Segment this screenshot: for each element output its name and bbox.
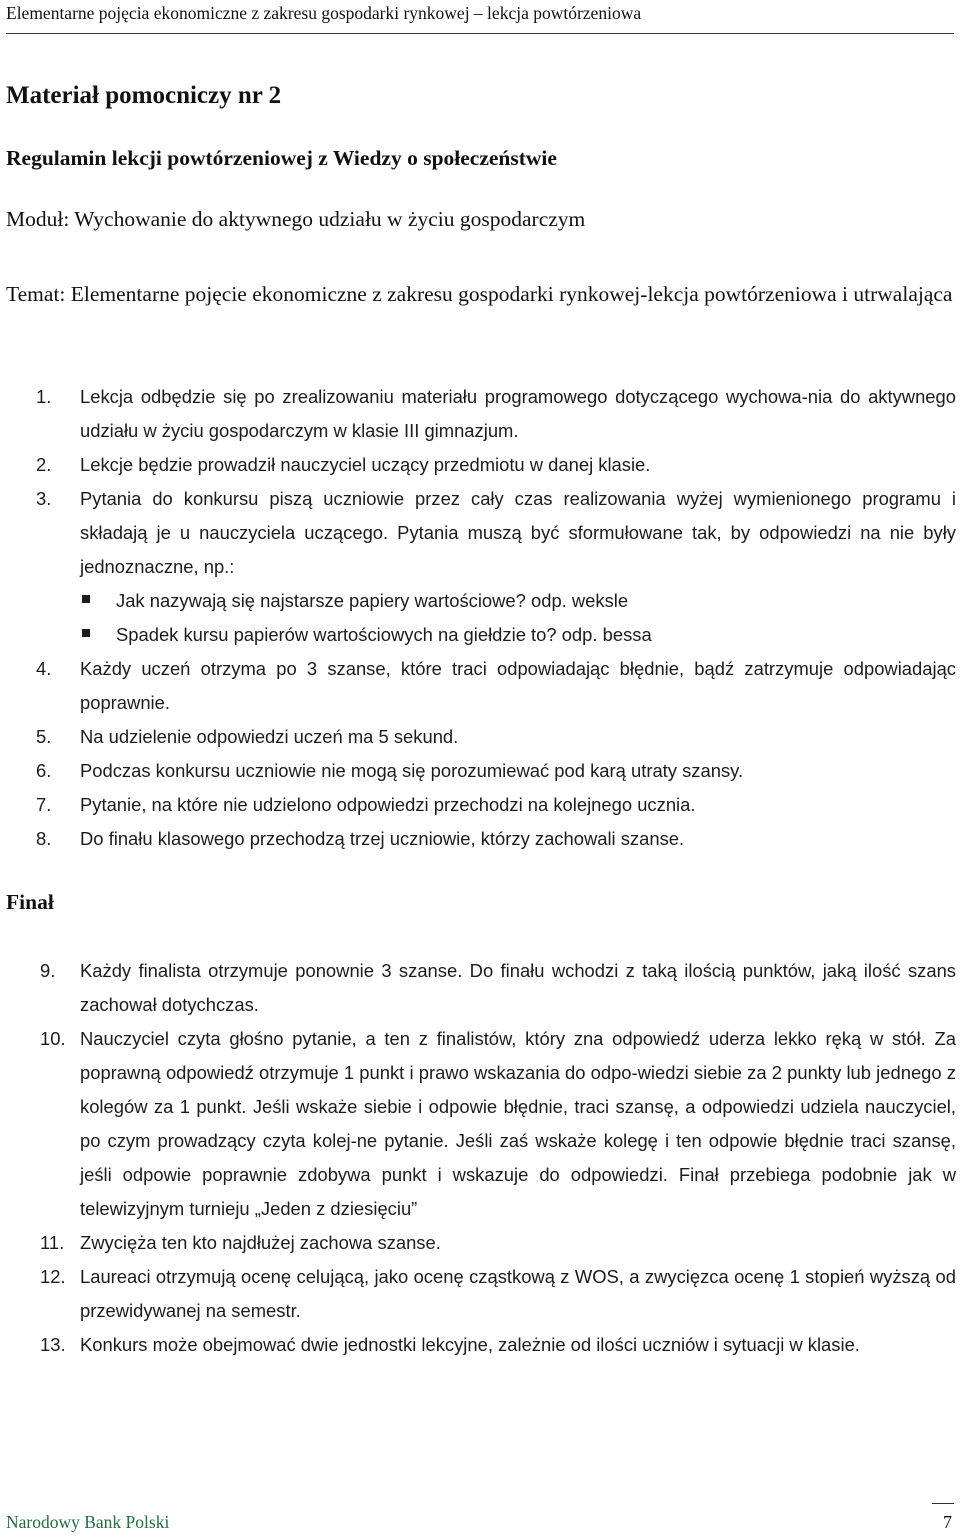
rule-item xyxy=(6,754,956,788)
document-subtitle: Regulamin lekcji powtórzeniowej z Wiedzy o społeczeństwie xyxy=(6,146,557,170)
rule-item xyxy=(6,1328,956,1362)
rule-text: Pytanie, na które nie udzielono odpowiedzi przechodzi na kolejnego ucznia. xyxy=(80,794,696,815)
rule-number: 7. xyxy=(36,794,52,815)
rule-text: Na udzielenie odpowiedzi uczeń ma 5 sekund. xyxy=(80,726,459,747)
rule-item xyxy=(6,720,956,754)
rule-item xyxy=(6,1022,956,1226)
running-header xyxy=(6,0,954,34)
example-question-text: Jak nazywają się najstarsze papiery wartościowe? odp. weksle xyxy=(116,590,629,611)
rule-item xyxy=(6,1260,956,1328)
example-question xyxy=(80,618,956,652)
footer-publisher: Narodowy Bank Polski xyxy=(6,1512,170,1532)
rule-text: Pytania do konkursu piszą uczniowie przez cały czas realizowania wyżej wymienionego programu i składają je u nauczyciela uczącego. Pytania muszą być sformułowane tak, by odpowiedzi na nie były jednoznaczne, np.: xyxy=(80,488,956,577)
square-bullet-icon xyxy=(80,584,116,618)
rule-text: Laureaci otrzymują ocenę celującą, jako ocenę cząstkową z WOS, a zwycięzca ocenę 1 stopień wyższą od przewidywanej na semestr. xyxy=(80,1266,956,1321)
rule-number: 11. xyxy=(40,1232,65,1253)
module-line: Moduł: Wychowanie do aktywnego udziału w życiu gospodarczym xyxy=(6,207,586,231)
topic-line: Temat: Elementarne pojęcie ekonomiczne z zakresu gospodarki rynkowej-lekcja powtórzeniowa i utrwalająca xyxy=(6,282,953,306)
rule-number: 5. xyxy=(36,726,52,747)
rule-text: Lekcje będzie prowadził nauczyciel uczący przedmiotu w danej klasie. xyxy=(80,454,651,475)
rule-number: 6. xyxy=(36,760,52,781)
rules-list-part1 xyxy=(6,380,956,856)
example-question-text: Spadek kursu papierów wartościowych na giełdzie to? odp. bessa xyxy=(116,624,652,645)
example-questions-list xyxy=(80,584,956,652)
rule-text: Nauczyciel czyta głośno pytanie, a ten z finalistów, który zna odpowiedź uderza lekko ręką w stół. Za poprawną odpowiedź otrzymuje 1 punkt i prawo wskazania do odpo-wiedzi siebie za 2 punkty lub jednego z kolegów za 1 punkt. Jeśli wskaże siebie i odpowie błędnie, traci szansę, a odpowiedzi udziela nauczyciel, po czym prowadzący czyta kolej-ne pytanie. Jeśli zaś wskaże kolegę i ten odpowie błędnie traci szansę, jeśli odpowie poprawnie zdobywa punkt i wskazuje do odpowiedzi. Finał przebiega podobnie jak w telewizyjnym turnieju „Jeden z dziesięciu” xyxy=(80,1028,956,1219)
rule-number: 9. xyxy=(40,960,56,981)
rule-number: 4. xyxy=(36,658,52,679)
rule-text: Do finału klasowego przechodzą trzej uczniowie, którzy zachowali szanse. xyxy=(80,828,685,849)
page-number-rule xyxy=(932,1503,954,1504)
rule-item xyxy=(6,1226,956,1260)
rule-item xyxy=(6,380,956,448)
rule-text: Lekcja odbędzie się po zrealizowaniu materiału programowego dotyczącego wychowa-nia do aktywnego udziału w życiu gospodarczym w klasie III gimnazjum. xyxy=(80,386,956,441)
rule-number: 13. xyxy=(40,1334,66,1355)
rules-list-part2 xyxy=(6,954,956,1362)
final-section-heading: Finał xyxy=(6,890,54,914)
rule-item xyxy=(6,448,956,482)
document-title: Materiał pomocniczy nr 2 xyxy=(6,82,282,109)
rule-item xyxy=(6,822,956,856)
rule-number: 2. xyxy=(36,454,52,475)
rule-text: Konkurs może obejmować dwie jednostki lekcyjne, zależnie od ilości uczniów i sytuacji w klasie. xyxy=(80,1334,860,1355)
rule-item xyxy=(6,954,956,1022)
rule-item xyxy=(6,652,956,720)
rule-text: Zwycięża ten kto najdłużej zachowa szanse. xyxy=(80,1232,441,1253)
page-number: 7 xyxy=(943,1512,952,1532)
rule-number: 3. xyxy=(36,488,52,509)
example-question xyxy=(80,584,956,618)
rule-number: 8. xyxy=(36,828,52,849)
rule-text: Każdy uczeń otrzyma po 3 szanse, które traci odpowiadając błędnie, bądź zatrzymuje odpowiadając poprawnie. xyxy=(80,658,956,713)
rule-item xyxy=(6,482,956,652)
rule-item xyxy=(6,788,956,822)
running-header-title: Elementarne pojęcia ekonomiczne z zakresu gospodarki rynkowej – lekcja powtórzeniowa xyxy=(6,3,642,23)
rule-text: Każdy finalista otrzymuje ponownie 3 szanse. Do finału wchodzi z taką ilością punktów, jaką ilość szans zachował dotychczas. xyxy=(80,960,956,1015)
rule-number: 10. xyxy=(40,1028,66,1049)
rule-number: 12. xyxy=(40,1266,66,1287)
rule-number: 1. xyxy=(36,386,52,407)
page-footer xyxy=(6,1512,954,1538)
rule-text: Podczas konkursu uczniowie nie mogą się porozumiewać pod karą utraty szansy. xyxy=(80,760,744,781)
square-bullet-icon xyxy=(80,618,116,652)
